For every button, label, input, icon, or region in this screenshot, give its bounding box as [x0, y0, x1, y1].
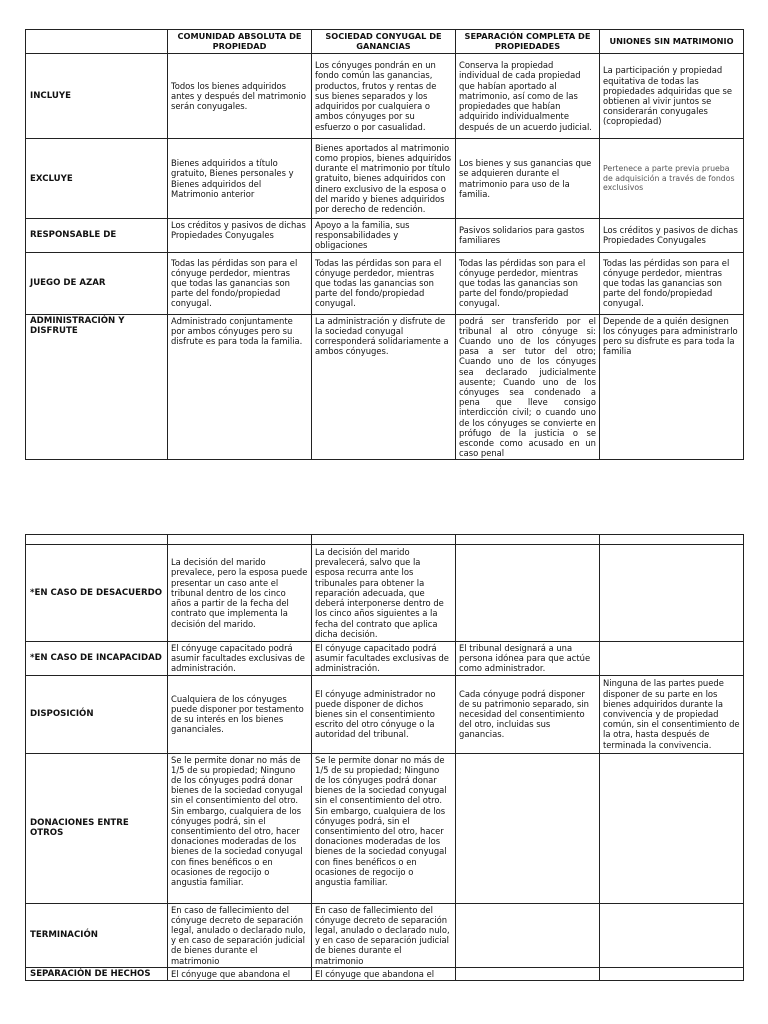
row-label: TERMINACIÓN	[26, 903, 168, 967]
table-row	[26, 753, 744, 903]
table-cell: La participación y propiedad equitativa de todas las propiedades adquiridas que se obtienen al vivir juntos se considerarán conyugales (copropiedad)	[600, 54, 744, 139]
table-cell	[600, 545, 744, 642]
row-label: INCLUYE	[26, 54, 168, 139]
table-row	[26, 642, 744, 676]
row-label: DONACIONES ENTRE OTROS	[26, 753, 168, 903]
table-cell: En caso de fallecimiento del cónyuge decreto de separación legal, anulado o declarado nulo, y en caso de separación judicial de bienes durante el matrimonio	[312, 903, 456, 967]
table-row	[26, 219, 744, 253]
row-label: ADMINISTRACIÓN Y DISFRUTE	[26, 314, 168, 460]
table-cell: Se le permite donar no más de 1/5 de su propiedad; Ninguno de los cónyuges podrá donar bienes de la sociedad conyugal sin el consentimiento del otro. Sin embargo, cualquiera de los cónyuges podrá, sin el consentimiento del otro, hacer donaciones moderadas de los bienes de la sociedad conyugal con fines benéficos o en ocasiones de regocijo o angustia familiar.	[312, 753, 456, 903]
table-cell: Cada cónyuge podrá disponer de su patrimonio separado, sin necesidad del consentimiento del otro, incluidas sus ganancias.	[456, 675, 600, 753]
comparison-table-1	[25, 29, 744, 460]
row-label: *EN CASO DE DESACUERDO	[26, 545, 168, 642]
table-row	[26, 54, 744, 139]
header-cell	[312, 535, 456, 545]
table-cell	[600, 642, 744, 676]
table-cell: Ninguna de las partes puede disponer de su parte en los bienes adquiridos durante la convivencia y de propiedad común, sin el consentimiento de la otra, hasta después de terminada la convivencia.	[600, 675, 744, 753]
table-cell: Bienes adquiridos a título gratuito, Bienes personales y Bienes adquiridos del Matrimonio anterior	[168, 139, 312, 219]
header-cell	[600, 535, 744, 545]
table-cell: Todas las pérdidas son para el cónyuge perdedor, mientras que todas las ganancias son parte del fondo/propiedad conyugal.	[456, 252, 600, 314]
table-cell: Conserva la propiedad individual de cada propiedad que habían aportado al matrimonio, así como de las propiedades que habían adquirido individualmente después de un acuerdo judicial.	[456, 54, 600, 139]
table-header-row	[26, 30, 744, 54]
table-cell: El cónyuge que abandona el	[168, 967, 312, 980]
table-row	[26, 903, 744, 967]
table-cell: Pertenece a parte previa prueba de adquisición a través de fondos exclusivos	[600, 139, 744, 219]
row-label: DISPOSICIÓN	[26, 675, 168, 753]
table-cell: Depende de a quién designen los cónyuges para administrarlo pero su disfrute es para toda la familia	[600, 314, 744, 460]
table-cell: La decisión del marido prevalece, pero la esposa puede presentar un caso ante el tribunal dentro de los cinco años a partir de la fecha del contrato que implementa la decisión del marido.	[168, 545, 312, 642]
header-cell	[456, 535, 600, 545]
table-cell: Se le permite donar no más de 1/5 de su propiedad; Ninguno de los cónyuges podrá donar bienes de la sociedad conyugal sin el consentimiento del otro. Sin embargo, cualquiera de los cónyuges podrá, sin el consentimiento del otro, hacer donaciones moderadas de los bienes de la sociedad conyugal con fines benéficos o en ocasiones de regocijo o angustia familiar.	[168, 753, 312, 903]
table-row	[26, 314, 744, 460]
row-label: RESPONSABLE DE	[26, 219, 168, 253]
table-row	[26, 967, 744, 980]
table-cell: podrá ser transferido por el tribunal al otro cónyuge si: Cuando uno de los cónyuges pasa a ser tutor del otro; Cuando uno de los cónyuges sea declarado judicialmente ausente; Cuando uno de los cónyuges sea condenado a pena que lleve consigo interdicción civil; o cuando uno de los cónyuges se convierte en prófugo de la justicia o se esconde como acusado en un caso penal	[456, 314, 600, 460]
table-cell: El cónyuge administrador no puede disponer de dichos bienes sin el consentimiento escrito del otro cónyuge o la autoridad del tribunal.	[312, 675, 456, 753]
row-label: *EN CASO DE INCAPACIDAD	[26, 642, 168, 676]
table-cell: Todos los bienes adquiridos antes y después del matrimonio serán conyugales.	[168, 54, 312, 139]
comparison-table-2	[25, 534, 744, 981]
header-cell: UNIONES SIN MATRIMONIO	[600, 30, 744, 54]
header-cell: SEPARACIÓN COMPLETA DE PROPIEDADES	[456, 30, 600, 54]
table-cell: Pasivos solidarios para gastos familiares	[456, 219, 600, 253]
table-cell: El cónyuge que abandona el	[312, 967, 456, 980]
table-cell	[456, 545, 600, 642]
row-label: SEPARACIÓN DE HECHOS	[26, 967, 168, 980]
table-cell: Cualquiera de los cónyuges puede disponer por testamento de su interés en los bienes gananciales.	[168, 675, 312, 753]
table-cell: El tribunal designará a una persona idónea para que actúe como administrador.	[456, 642, 600, 676]
header-cell	[26, 535, 168, 545]
table-cell: Administrado conjuntamente por ambos cónyuges pero su disfrute es para toda la familia.	[168, 314, 312, 460]
row-label: JUEGO DE AZAR	[26, 252, 168, 314]
table-cell: El cónyuge capacitado podrá asumir facultades exclusivas de administración.	[312, 642, 456, 676]
table-cell: Los cónyuges pondrán en un fondo común las ganancias, productos, frutos y rentas de sus bienes separados y los adquiridos por cualquiera o ambos cónyuges por su esfuerzo o por casualidad.	[312, 54, 456, 139]
header-cell	[168, 535, 312, 545]
table-cell	[456, 967, 600, 980]
header-cell: SOCIEDAD CONYUGAL DE GANANCIAS	[312, 30, 456, 54]
table-row	[26, 139, 744, 219]
header-cell	[26, 30, 168, 54]
table-cell: Los bienes y sus ganancias que se adquieren durante el matrimonio para uso de la familia.	[456, 139, 600, 219]
table-row	[26, 252, 744, 314]
table-cell: Los créditos y pasivos de dichas Propiedades Conyugales	[168, 219, 312, 253]
table-cell: Todas las pérdidas son para el cónyuge perdedor, mientras que todas las ganancias son parte del fondo/propiedad conyugal.	[600, 252, 744, 314]
table-cell: Apoyo a la familia, sus responsabilidades y obligaciones	[312, 219, 456, 253]
table-cell: Bienes aportados al matrimonio como propios, bienes adquiridos durante el matrimonio por título gratuito, bienes adquiridos con dinero exclusivo de la esposa o del marido y bienes adquiridos por derecho de redención.	[312, 139, 456, 219]
table-header-row	[26, 535, 744, 545]
table-cell	[600, 753, 744, 903]
table-cell	[600, 967, 744, 980]
header-cell: COMUNIDAD ABSOLUTA DE PROPIEDAD	[168, 30, 312, 54]
table-cell: Todas las pérdidas son para el cónyuge perdedor, mientras que todas las ganancias son parte del fondo/propiedad conyugal.	[168, 252, 312, 314]
table-cell	[600, 903, 744, 967]
table-cell: Todas las pérdidas son para el cónyuge perdedor, mientras que todas las ganancias son parte del fondo/propiedad conyugal.	[312, 252, 456, 314]
table-cell: La decisión del marido prevalecerá, salvo que la esposa recurra ante los tribunales para obtener la reparación adecuada, que deberá interponerse dentro de los cinco años siguientes a la fecha del contrato que aplica dicha decisión.	[312, 545, 456, 642]
row-label: EXCLUYE	[26, 139, 168, 219]
table-cell: En caso de fallecimiento del cónyuge decreto de separación legal, anulado o declarado nulo, y en caso de separación judicial de bienes durante el matrimonio	[168, 903, 312, 967]
table-row	[26, 545, 744, 642]
table-cell	[456, 903, 600, 967]
table-cell: El cónyuge capacitado podrá asumir facultades exclusivas de administración.	[168, 642, 312, 676]
table-cell: Los créditos y pasivos de dichas Propiedades Conyugales	[600, 219, 744, 253]
table-row	[26, 675, 744, 753]
table-cell: La administración y disfrute de la sociedad conyugal corresponderá solidariamente a ambos cónyuges.	[312, 314, 456, 460]
table-cell	[456, 753, 600, 903]
